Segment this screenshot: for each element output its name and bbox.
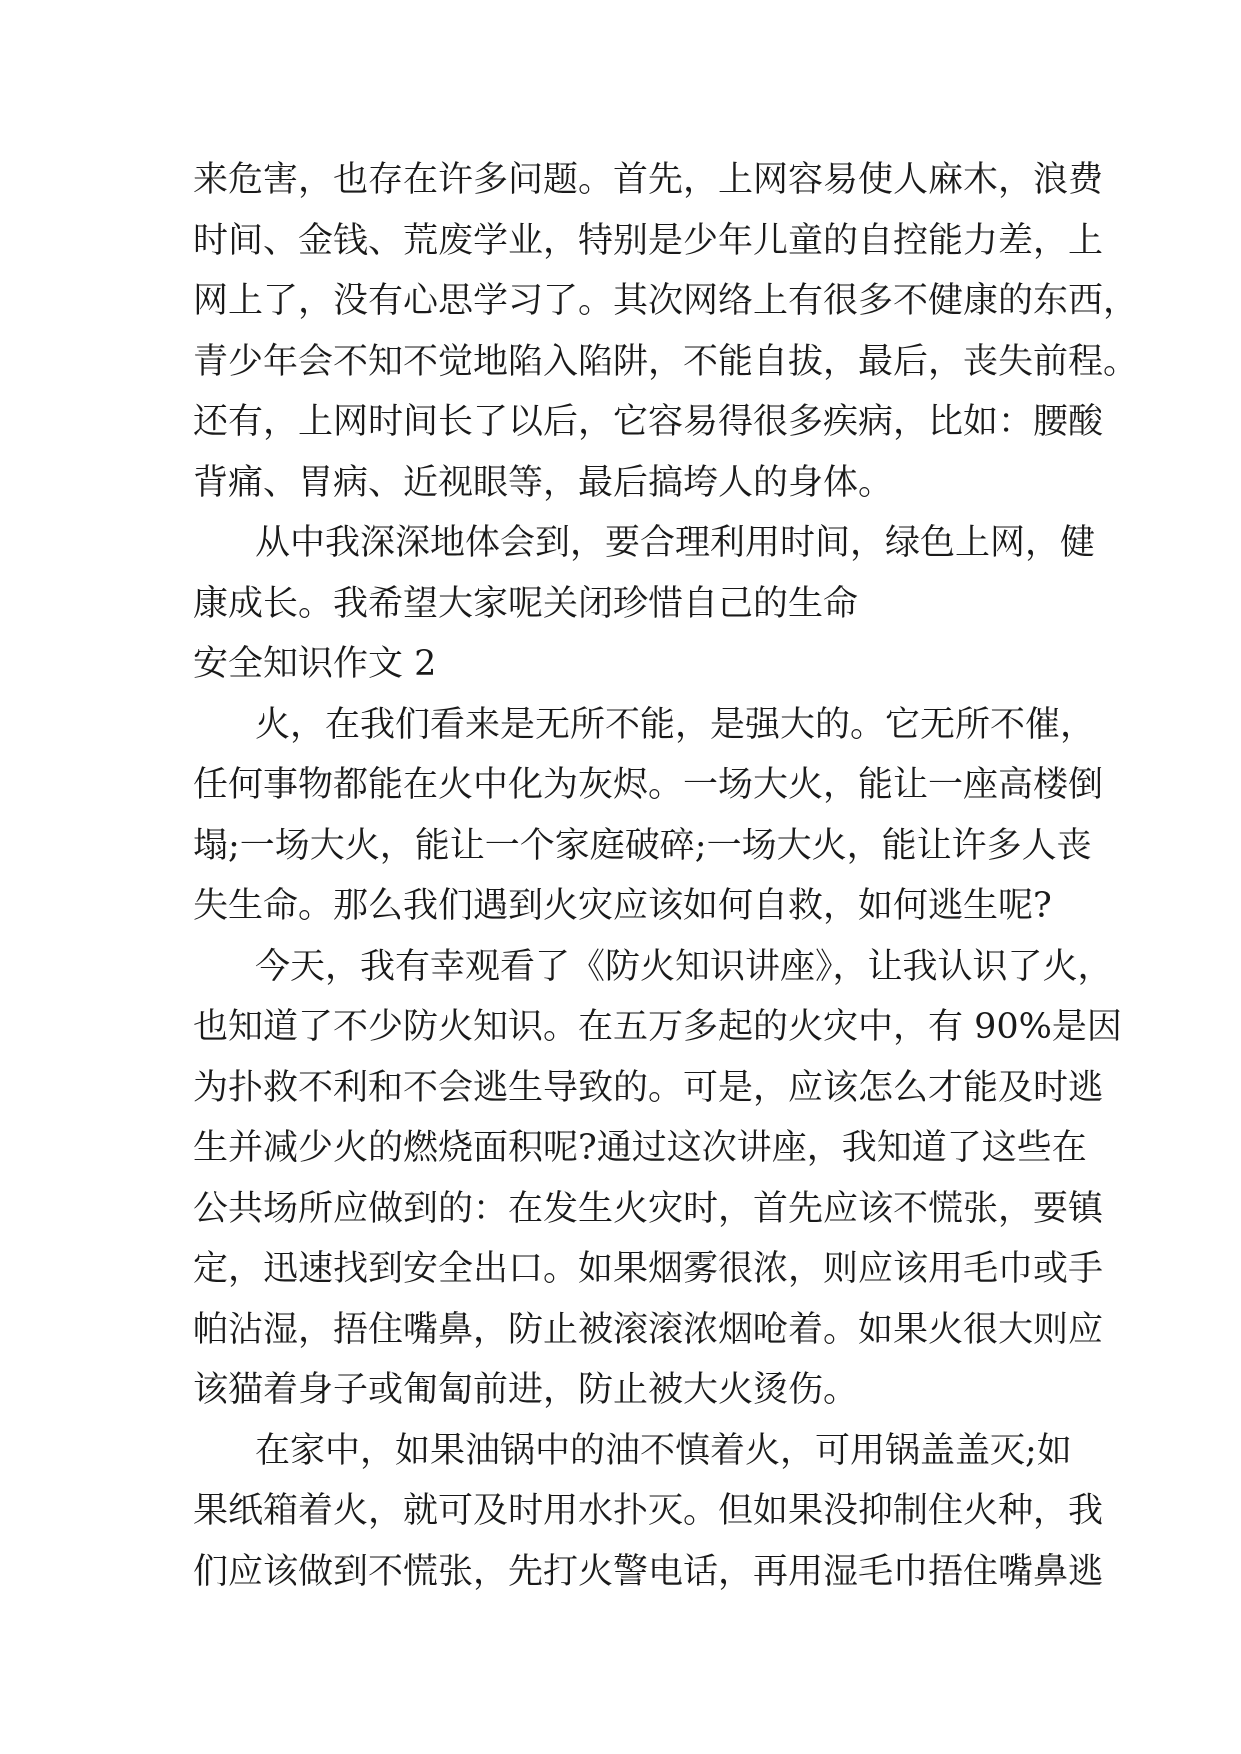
- text-line: 任何事物都能在火中化为灰烬。一场大火，能让一座高楼倒: [193, 765, 1104, 805]
- text-line: 该猫着身子或匍匐前进，防止被大火烫伤。: [193, 1370, 859, 1410]
- text-line: 康成长。我希望大家呢关闭珍惜自己的生命: [193, 583, 859, 624]
- paragraph: [193, 1421, 1104, 1603]
- document-body: [193, 150, 1139, 1602]
- text-line: 果纸箱着火，就可及时用水扑灭。但如果没抑制住火种，我: [193, 1491, 1104, 1531]
- text-line: 火，在我们看来是无所不能，是强大的。它无所不催，: [255, 704, 1096, 745]
- text-line: 今天，我有幸观看了《防火知识讲座》，让我认识了火，: [255, 946, 1113, 987]
- text-line: 在家中，如果油锅中的油不慎着火，可用锅盖盖灭;如: [255, 1430, 1072, 1471]
- text-line: 塌;一场大火，能让一个家庭破碎;一场大火，能让许多人丧: [193, 825, 1092, 866]
- text-line: 也知道了不少防火知识。在五万多起的火灾中，有 90%是因: [193, 1007, 1122, 1047]
- text-line: 网上了，没有心思学习了。其次网络上有很多不健康的东西，: [193, 281, 1139, 321]
- paragraph: [193, 695, 1104, 937]
- text-line: 们应该做到不慌张，先打火警电话，再用湿毛巾捂住嘴鼻逃: [193, 1551, 1104, 1592]
- section-title: 安全知识作文 2: [193, 644, 437, 684]
- section-heading: [193, 634, 1053, 695]
- text-line: 帕沾湿，捂住嘴鼻，防止被滚滚浓烟呛着。如果火很大则应: [193, 1309, 1104, 1350]
- text-line: 定，迅速找到安全出口。如果烟雾很浓，则应该用毛巾或手: [193, 1249, 1104, 1289]
- text-line: 失生命。那么我们遇到火灾应该如何自救，如何逃生呢?: [193, 886, 1052, 926]
- text-line: 时间、金钱、荒废学业，特别是少年儿童的自控能力差，上: [193, 220, 1104, 261]
- text-line: 来危害，也存在许多问题。首先，上网容易使人麻木，浪费: [193, 160, 1104, 200]
- text-line: 从中我深深地体会到，要合理利用时间，绿色上网，健: [255, 523, 1096, 563]
- text-line: 为扑救不利和不会逃生导致的。可是，应该怎么才能及时逃: [193, 1067, 1104, 1108]
- text-line: 背痛、胃病、近视眼等，最后搞垮人的身体。: [193, 462, 894, 503]
- text-line: 公共场所应做到的：在发生火灾时，首先应该不慌张，要镇: [193, 1188, 1104, 1229]
- text-line: 生并减少火的燃烧面积呢?通过这次讲座，我知道了这些在: [193, 1128, 1087, 1168]
- paragraph: [193, 150, 1139, 513]
- paragraph: [193, 513, 1096, 634]
- text-line: 青少年会不知不觉地陷入陷阱，不能自拔，最后，丧失前程。: [193, 341, 1139, 382]
- text-line: 还有，上网时间长了以后，它容易得很多疾病，比如：腰酸: [193, 402, 1104, 442]
- paragraph: [193, 937, 1122, 1421]
